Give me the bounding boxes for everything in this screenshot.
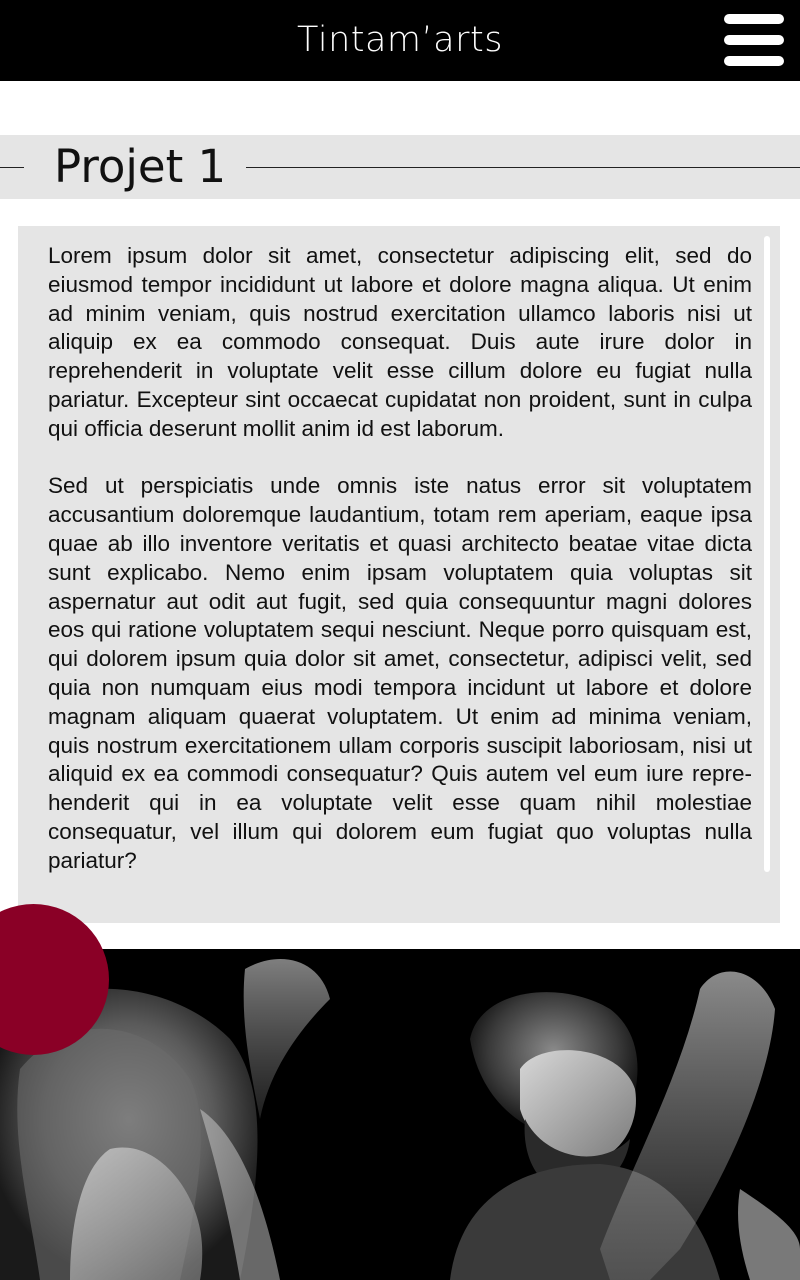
title-divider-left xyxy=(0,167,24,168)
photo-illustration xyxy=(0,949,800,1280)
project-description xyxy=(48,242,752,904)
menu-bar-middle xyxy=(724,35,784,45)
page-title: Projet 1 xyxy=(54,140,227,193)
app-title: Tintam’arts xyxy=(297,20,503,60)
paragraph-1: Lorem ipsum dolor sit amet, consectetur adipiscing elit, sed do eiusmod tempor incididunt ut labore et dolore magna aliqua. Ut enim ad minim veniam, quis nostrud exercitation ullamco laboris nisi ut aliquip ex ea commodo consequat. Duis aute irure dolor in reprehenderit in voluptate velit esse cillum dolore eu fugiat nulla pariatur. Excepteur sint occaecat cupidatat non proident, sunt in culpa qui officia deserunt mollit anim id est laborum. xyxy=(48,243,752,441)
menu-bar-top xyxy=(724,14,784,24)
hamburger-menu-icon[interactable] xyxy=(722,14,786,68)
paragraph-2: Sed ut perspiciatis unde omnis iste natus error sit voluptatem accusantium doloremque laudantium, totam rem aperiam, eaque ipsa quae ab illo inventore veritatis et quasi architecto beatae vitae dicta sunt explicabo. Nemo enim ipsam voluptatem quia voluptas sit aspernatur aut odit aut fugit, sed quia consequuntur magni dolores eos qui ratione voluptatem sequi nesciunt. Neque porro quisquam est, qui dolorem ipsum quia dolor sit amet, consectetur, adipisci velit, sed quia non numquam eius modi tempora incidunt ut labore et dolore magnam aliquam quaerat voluptatem. Ut enim ad minima veniam, quis nostrum exercitationem ullam corporis suscipit laboriosam, nisi ut aliquid ex ea commodi consequatur? Quis autem vel eum iure reprehenderit qui in ea voluptate velit esse quam nihil molestiae consequatur, vel illum qui dolorem eum fugiat quo voluptas nulla pariatur? xyxy=(48,473,752,873)
scrollbar[interactable] xyxy=(764,236,770,872)
text-scroll-area[interactable] xyxy=(18,226,780,923)
dancers-photo xyxy=(0,949,800,1280)
menu-bar-bottom xyxy=(724,56,784,66)
title-divider-right xyxy=(246,167,800,168)
top-bar xyxy=(0,0,800,81)
